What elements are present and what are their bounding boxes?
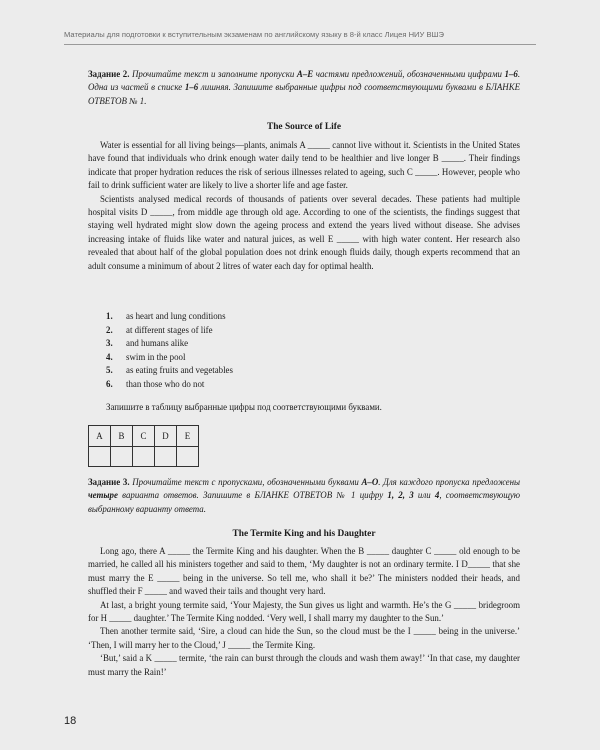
option-item: 2. at different stages of life xyxy=(106,324,213,335)
paragraph: Water is essential for all living beings—plants, animals A _____ cannot live without it. Scientists in the United States have found that individuals who drink enough water daily tend to be healthier and live longer B _____. Their findings indicate that proper hydration reduces the risk of serious illnesses related to ageing, such C _____. However, people who fail to drink sufficient water are likely to live a shorter life and age faster. xyxy=(88,140,520,191)
task3-text xyxy=(88,545,520,679)
option-item: 1. as heart and lung conditions xyxy=(106,311,226,321)
answer-cell[interactable] xyxy=(89,447,111,467)
paragraph: Scientists analysed medical records of thousands of patients over several decades. These patients had multiple hospital visits D _____, from middle age through old age. According to one of the scientists, the findings suggest that staying well hydrated might slow down the ageing process and extend the years lived without disease. She advises increasing intake of fluids like water and natural juices, as well E _____ with high water content. Her research also revealed that about half of the global population does not drink enough fluids daily, though experts recommend that an adult consume a minimum of about 2 litres of water each day for optimal health. xyxy=(88,193,520,271)
paragraph: At last, a bright young termite said, ‘Your Majesty, the Sun gives us light and warmth. He’s the G _____ bridegroom for H _____ daughter.’ The Termite King nodded. ‘Very well, I shall marry my daughter to the Sun.’ xyxy=(88,599,520,624)
option-item: 5. as eating fruits and vegetables xyxy=(106,365,233,376)
task2-instruction: Задание 2. Прочитайте текст и заполните пропуски A–E частями предложений, обозначенными цифрами 1–6. Одна из частей в списке 1–6 лишняя. Запишите выбранные цифры под соответствующими буквами в БЛАНКЕ ОТВЕТОВ № 1. xyxy=(88,69,521,106)
task3-instruction: Задание 3. Прочитайте текст с пропусками, обозначенными буквами A–O. Для каждого пропуска предложены четыре варианта ответов. Запишите в БЛАНКЕ ОТВЕТОВ № 1 цифру 1, 2, 3 или 4, соответствующую выбранному варианту ответа. xyxy=(88,477,521,514)
task2-text xyxy=(88,139,520,273)
answer-table-header: B xyxy=(111,426,133,447)
answer-cell[interactable] xyxy=(177,447,199,467)
task3-label: Задание 3. xyxy=(88,477,130,487)
table-instruction: Запишите в таблицу выбранные цифры под соответствующими буквами. xyxy=(106,402,382,412)
paragraph: Then another termite said, ‘Sire, a cloud can hide the Sun, so the cloud must be the I _____ being in the universe.’ ‘Then, I will marry her to the Cloud,’ J _____ the Termite King. xyxy=(88,626,520,650)
task3-title: The Termite King and his Daughter xyxy=(232,529,376,539)
option-item: 4. swim in the pool xyxy=(106,351,186,362)
task2-title: The Source of Life xyxy=(266,122,342,132)
answer-table-header: A xyxy=(89,426,111,447)
answer-table-header: D xyxy=(155,426,177,447)
page-header: Материалы для подготовки к вступительным экзаменам по английскому языку в 8-й класс Лицея НИУ ВШЭ xyxy=(64,30,536,45)
answer-cell[interactable] xyxy=(133,447,155,467)
answer-cell[interactable] xyxy=(155,447,177,467)
task2-label: Задание 2. xyxy=(88,69,130,79)
answer-cell[interactable] xyxy=(111,447,133,467)
option-item: 6. than those who do not xyxy=(106,378,205,389)
paragraph: ‘But,’ said a K _____ termite, ‘the rain can burst through the clouds and wash them away!’ ‘In that case, my daughter must marry the Rain!’ xyxy=(88,653,520,677)
page-number: 18 xyxy=(64,715,77,727)
paragraph: Long ago, there A _____ the Termite King and his daughter. When the B _____ daughter C _____ old enough to be married, he called all his ministers together and said to them, ‘My daughter is not an ordinary termite. I D_____ that she must marry the E _____ being in the universe. So tell me, who shall it be?’ The ministers nodded their heads, and shuffled their F _____ and waved their tails and thought very hard. xyxy=(88,546,520,597)
task2-options xyxy=(106,310,538,392)
answer-table xyxy=(88,425,199,467)
answer-table-header: E xyxy=(177,426,199,447)
answer-table-header: C xyxy=(133,426,155,447)
option-item: 3. and humans alike xyxy=(106,338,189,349)
